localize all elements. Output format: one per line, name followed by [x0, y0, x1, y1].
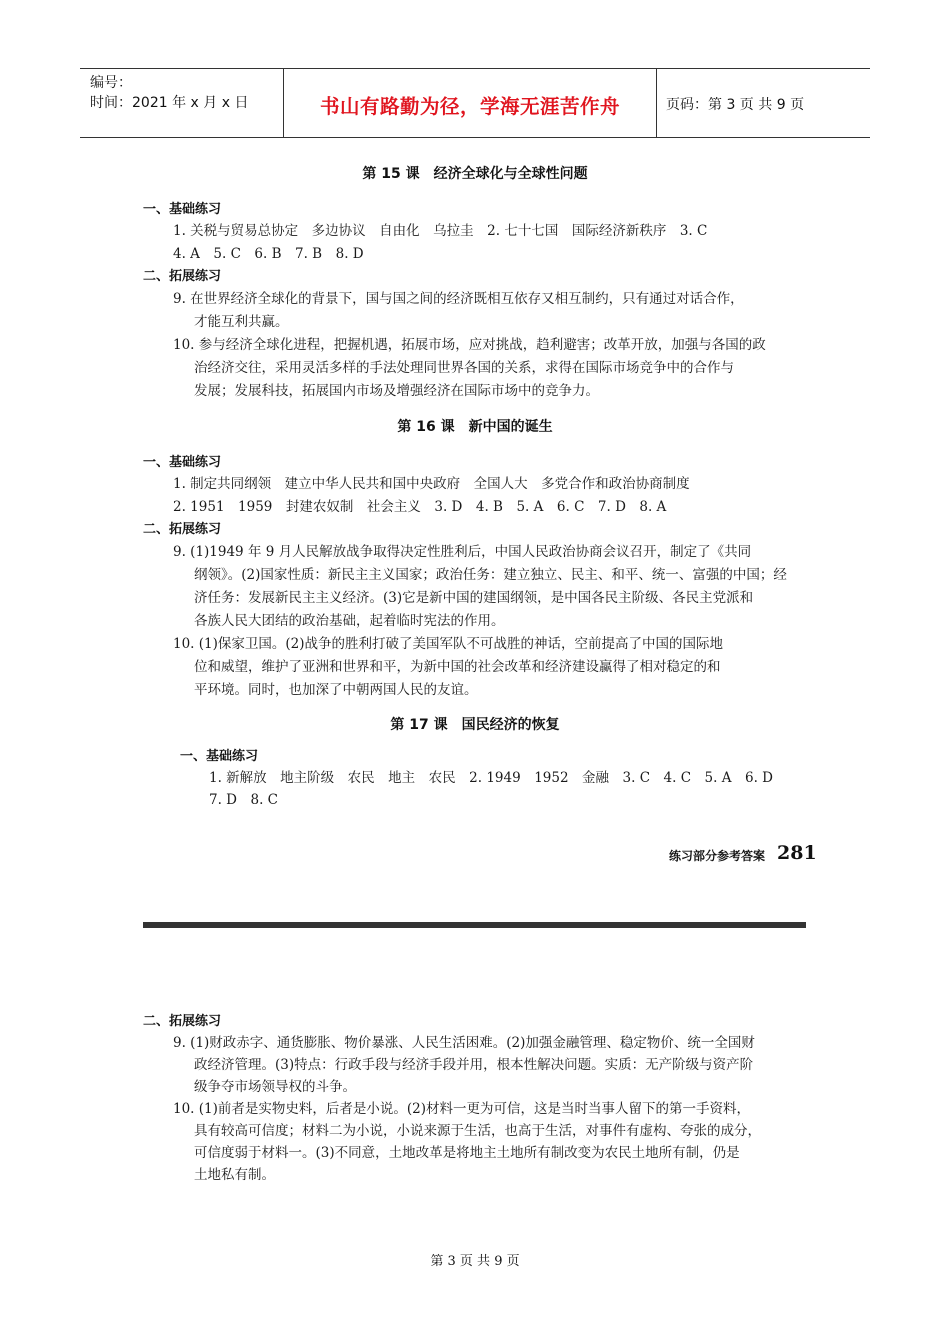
document-date: 时间：2021 年 x 月 x 日 [90, 95, 249, 111]
header-left-cell [80, 69, 284, 137]
lesson-17-line: 10. (1)前者是实物史料，后者是小说。(2)材料一更为可信，这是当时当事人留下的第一手资料， [173, 1101, 751, 1117]
lesson-15-line: 10. 参与经济全球化进程，把握机遇，拓展市场，应对挑战，趋利避害；改革开放，加强与各国的政 [173, 337, 766, 353]
lesson-16-basic-heading: 一、基础练习 [143, 455, 222, 470]
lesson-17-line: 可信度弱于材料一。(3)不同意，土地改革是将地主土地所有制改变为农民土地所有制，仍是 [194, 1145, 740, 1161]
lesson-16-line: 各族人民大团结的政治基础，起着临时宪法的作用。 [194, 613, 505, 629]
lesson-16-extended-heading: 二、拓展练习 [143, 522, 222, 537]
lesson-16-line: 位和威望，维护了亚洲和世界和平，为新中国的社会改革和经济建设赢得了相对稳定的和 [194, 659, 721, 675]
header-motto: 书山有路勤为径，学海无涯苦作舟 [319, 95, 620, 118]
book-page-number: 281 [777, 842, 817, 864]
lesson-17-extended-heading: 二、拓展练习 [143, 1014, 222, 1029]
lesson-15-line: 9. 在世界经济全球化的背景下，国与国之间的经济既相互依存又相互制约，只有通过对话合作， [173, 291, 744, 307]
lesson-15-extended-heading: 二、拓展练习 [143, 269, 222, 284]
lesson-15-line: 才能互利共赢。 [194, 314, 289, 330]
lesson-15-line: 1. 关税与贸易总协定 多边协议 自由化 乌拉圭 2. 七十七国 国际经济新秩序 3. C [173, 223, 708, 239]
header-page-info: 页码：第 3 页 共 9 页 [666, 97, 805, 113]
header-center-cell [284, 69, 657, 137]
lesson-17-basic-heading: 一、基础练习 [180, 749, 259, 764]
lesson-17-title: 第 17 课 国民经济的恢复 [390, 717, 560, 733]
lesson-15-basic-heading: 一、基础练习 [143, 202, 222, 217]
lesson-16-line: 9. (1)1949 年 9 月人民解放战争取得决定性胜利后，中国人民政治协商会议召开，制定了《共同 [173, 544, 752, 560]
lesson-15-line: 治经济交往，采用灵活多样的手法处理同世界各国的关系，求得在国际市场竞争中的合作与 [194, 360, 734, 376]
document-number-label: 编号： [90, 75, 132, 91]
lesson-17-line: 具有较高可信度；材料二为小说，小说来源于生活，也高于生活，对事件有虚构、夸张的成分， [194, 1123, 761, 1139]
book-footer-label: 练习部分参考答案 [669, 849, 766, 863]
lesson-15-title: 第 15 课 经济全球化与全球性问题 [362, 166, 588, 182]
lesson-16-line: 10. (1)保家卫国。(2)战争的胜利打破了美国军队不可战胜的神话，空前提高了中国的国际地 [173, 636, 724, 652]
lesson-17-line: 1. 新解放 地主阶级 农民 地主 农民 2. 1949 1952 金融 3. C 4. C 5. A 6. D [209, 770, 773, 786]
page-divider [143, 922, 806, 928]
lesson-17-line: 土地私有制。 [194, 1167, 275, 1183]
lesson-17-line: 7. D 8. C [209, 792, 278, 808]
lesson-16-title: 第 16 课 新中国的诞生 [397, 419, 553, 435]
lesson-15-line: 发展；发展科技，拓展国内市场及增强经济在国际市场中的竞争力。 [194, 383, 599, 399]
lesson-17-line: 政经济管理。(3)特点：行政手段与经济手段并用，根本性解决问题。实质：无产阶级与资产阶 [194, 1057, 754, 1073]
lesson-16-line: 2. 1951 1959 封建农奴制 社会主义 3. D 4. B 5. A 6. C 7. D 8. A [173, 499, 667, 515]
lesson-15-line: 4. A 5. C 6. B 7. B 8. D [173, 246, 364, 262]
lesson-17-line: 级争夺市场领导权的斗争。 [194, 1079, 356, 1095]
lesson-16-line: 济任务：发展新民主主义经济。(3)它是新中国的建国纲领，是中国各民主阶级、各民主党派和 [194, 590, 754, 606]
lesson-16-line: 平环境。同时，也加深了中朝两国人民的友谊。 [194, 682, 478, 698]
lesson-16-line: 纲领》。(2)国家性质：新民主主义国家；政治任务：建立独立、民主、和平、统一、富强的中国；经 [194, 567, 787, 583]
header-table [80, 68, 870, 138]
page-footer: 第 3 页 共 9 页 [430, 1254, 520, 1269]
lesson-16-line: 1. 制定共同纲领 建立中华人民共和国中央政府 全国人大 多党合作和政治协商制度 [173, 476, 690, 492]
lesson-17-line: 9. (1)财政赤字、通货膨胀、物价暴涨、人民生活困难。(2)加强金融管理、稳定物价、统一全国财 [173, 1035, 755, 1051]
